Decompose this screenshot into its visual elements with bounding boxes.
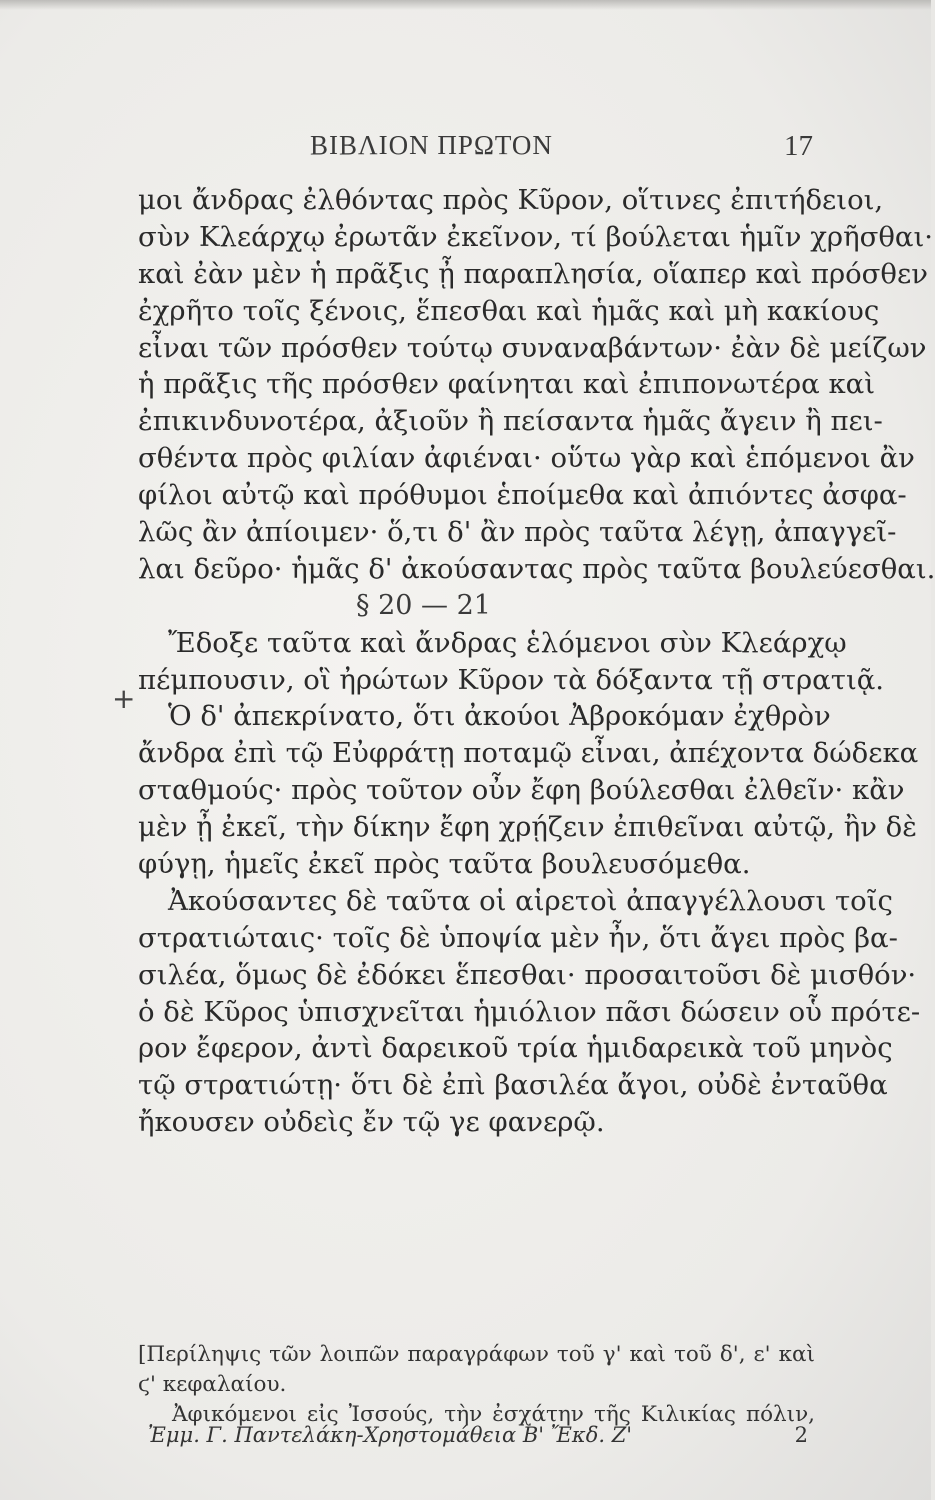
text-line: σταθμούς· πρὸς τοῦτον οὖν ἔφη βούλεσθαι ἐλθεῖν· κἂν [138, 774, 905, 807]
paragraph-4 [138, 883, 921, 1141]
text-line: φύγῃ, ἡμεῖς ἐκεῖ πρὸς ταῦτα βουλευσόμεθα. [138, 848, 751, 881]
text-line: ἄνδρα ἐπὶ τῷ Εὐφράτῃ ποταμῷ εἶναι, ἀπέχοντα δώδεκα [138, 737, 919, 770]
text-line: μὲν ᾖ ἐκεῖ, τὴν δίκην ἔφη χρῄζειν ἐπιθεῖναι αὐτῷ, ἢν δὲ [138, 811, 917, 844]
text-line: ἤκουσεν οὐδεὶς ἔν τῷ γε φανερῷ. [138, 1106, 605, 1139]
page-header [0, 130, 931, 170]
text-line: ρον ἔφερον, ἀντὶ δαρεικοῦ τρία ἡμιδαρεικὰ τοῦ μηνὸς [138, 1032, 893, 1065]
text-line: σιλέα, ὅμως δὲ ἐδόκει ἕπεσθαι· προσαιτοῦσι δὲ μισθόν· [138, 958, 917, 991]
paragraph-2 [138, 625, 885, 699]
text-line: φίλοι αὐτῷ καὶ πρόθυμοι ἑποίμεθα καὶ ἀπιόντες ἀσφα- [138, 479, 907, 512]
paragraph-1 [138, 182, 935, 588]
text-line: ὁ δὲ Κῦρος ὑπισχνεῖται ἡμιόλιον πᾶσι δώσειν οὗ πρότε- [138, 995, 921, 1028]
body-text [138, 182, 935, 1141]
text-line: λῶς ἂν ἀπίοιμεν· ὅ,τι δ' ἂν πρὸς ταῦτα λέγῃ, ἀπαγγεῖ- [138, 516, 897, 549]
text-line: ἐπικινδυνοτέρα, ἀξιοῦν ἢ πείσαντα ἡμᾶς ἄγειν ἢ πει- [138, 405, 883, 438]
text-line: σὺν Κλεάρχῳ ἐρωτᾶν ἐκεῖνον, τί βούλεται ἡμῖν χρῆσθαι· [138, 220, 933, 253]
text-line: στρατιώταις· τοῖς δὲ ὑποψία μὲν ἦν, ὅτι ἄγει πρὸς βα- [138, 921, 898, 954]
footnote-line: Ἀφικόμενοι εἰς Ἰσσούς, τὴν ἐσχάτην τῆς Κιλικίας πόλιν, [172, 1402, 815, 1427]
text-line: λαι δεῦρο· ἡμᾶς δ' ἀκούσαντας πρὸς ταῦτα βουλεύεσθαι. [138, 552, 935, 585]
text-line: Ἔδοξε ταῦτα καὶ ἄνδρας ἑλόμενοι σὺν Κλεάρχῳ [168, 626, 847, 659]
scan-edge [0, 0, 931, 10]
text-line: εἶναι τῶν πρόσθεν τούτῳ συναναβάντων· ἐὰν δὲ μείζων [138, 331, 927, 364]
text-line: Ἀκούσαντες δὲ ταῦτα οἱ αἱρετοὶ ἀπαγγέλλουσι τοῖς [168, 884, 893, 917]
text-line: καὶ ἐὰν μὲν ἡ πρᾶξις ᾖ παραπλησία, οἵαπερ καὶ πρόσθεν [138, 257, 928, 290]
text-line: πέμπουσιν, οἳ ἠρώτων Κῦρον τὰ δόξαντα τῇ στρατιᾷ. [138, 663, 885, 696]
section-marker: § 20 — 21 [356, 589, 491, 621]
sheet-number: 2 [794, 1423, 808, 1447]
paragraph-3 [138, 698, 919, 882]
footnote-line: [Περίληψις τῶν λοιπῶν παραγράφων τοῦ γ' καὶ τοῦ δ', ε' καὶ [138, 1342, 815, 1367]
signature-text: Ἐμμ. Γ. Παντελάκη-Χρηστομάθεια Β' Ἔκδ. Ζ' [148, 1423, 633, 1447]
text-line: σθέντα πρὸς φιλίαν ἀφιέναι· οὕτω γὰρ καὶ ἑπόμενοι ἂν [138, 442, 915, 475]
page-number: 17 [784, 130, 813, 162]
text-line: ἐχρῆτο τοῖς ξένοις, ἕπεσθαι καὶ ἡμᾶς καὶ μὴ κακίους [138, 294, 880, 327]
running-head: ΒΙΒΛΙΟΝ ΠΡΩΤΟΝ [310, 130, 553, 160]
text-line: τῷ στρατιώτῃ· ὅτι δὲ ἐπὶ βασιλέα ἄγοι, οὐδὲ ἐνταῦθα [138, 1069, 888, 1102]
footnote-line: ϛ' κεφαλαίου. [138, 1372, 287, 1397]
printer-signature [148, 1423, 808, 1453]
margin-mark: + [112, 682, 136, 715]
text-line: ἡ πρᾶξις τῆς πρόσθεν φαίνηται καὶ ἐπιπονωτέρα καὶ [138, 368, 876, 401]
footnotes [138, 1340, 815, 1430]
text-line: μοι ἄνδρας ἐλθόντας πρὸς Κῦρον, οἵτινες ἐπιτήδειοι, [138, 184, 884, 216]
text-line: Ὁ δ' ἀπεκρίνατο, ὅτι ἀκούοι Ἀβροκόμαν ἐχθρὸν [168, 700, 831, 733]
